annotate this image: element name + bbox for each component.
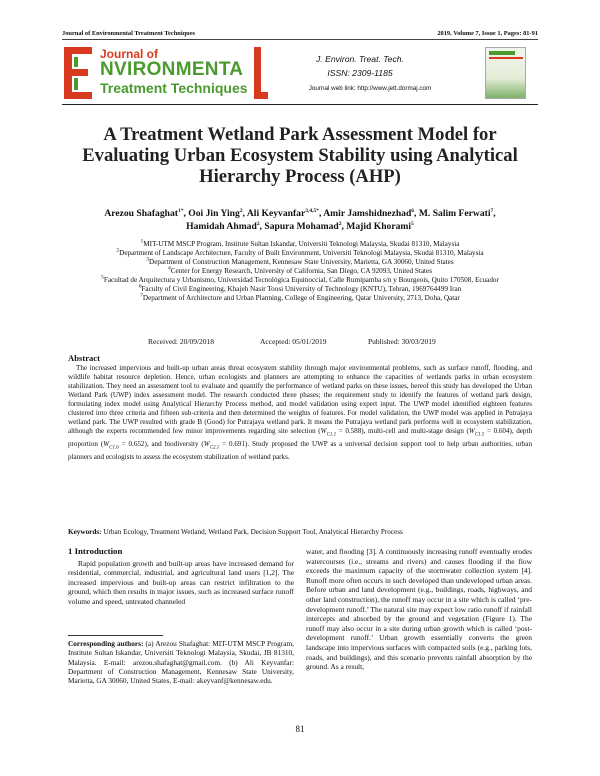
intro-paragraph-left: Rapid population growth and built-up areas have increased demand for residential, commercial, industrial, and agricultural land users [1,2]. The increased impervious and built-up areas can restrict infiltration to the ground, which then results in major issues, such as increased surface runoff volume and speed, untreated channeled xyxy=(68,558,294,606)
author: Arezou Shafaghat$^{1*}$, xyxy=(104,207,189,219)
author-list xyxy=(68,207,532,233)
published-date: Published: 30/03/2019 xyxy=(368,337,436,346)
logo-line-3: Treatment Techniques xyxy=(100,80,248,96)
affiliation: $^3$Department of Construction Management, Kennesaw State University, Marietta, GA 30060, United States xyxy=(146,256,454,266)
author: Ali Keyvanfar$^{3,4,5*}$, xyxy=(246,207,324,219)
received-date: Received: 20/09/2018 xyxy=(148,337,215,346)
intro-paragraph-right: water, and flooding [3]. A continuously increasing runoff eventually erodes watercourses (i.e., streams and rivers) and causes flooding if the flow exceeds the maximum capacity of the stormwater collection system [4]. Runoff more often occurs in such developed than undeveloped urban areas. Before urban and land development (e.g., buildings, roads, highways, and other land construction), the runoff may occur in a site which is called ‘pre-development runoff.’ The natural site may expect low ratio runoff if rainfall intercepts and absorbed by the ground and vegetation (Figure 1). The runoff may also occur in a site during urban growth which is called ‘post-development runoff.’ Urban growth essentially converts the green landscape into impervious surfaces with compacted soils (e.g., parking lots, roads, and buildings), and this scenario prevents rainfall absorption by the ground. As a result, xyxy=(306,547,532,672)
page-number: 81 xyxy=(295,724,305,734)
keywords xyxy=(68,528,532,536)
author: Hamidah Ahmad$^2$, xyxy=(186,220,265,232)
journal-logo xyxy=(64,47,270,99)
logo-e-icon xyxy=(64,47,94,99)
author: M. Salim Ferwati$^7$, xyxy=(418,207,496,219)
logo-line-2: NVIRONMENTA xyxy=(100,59,244,80)
cover-title-bar xyxy=(489,51,515,55)
logo-line-1: Journal of xyxy=(100,47,159,61)
author: Majid Khorami$^5$ xyxy=(346,220,414,232)
right-column xyxy=(306,547,532,672)
journal-cover-thumbnail xyxy=(485,47,526,99)
logo-l-icon xyxy=(254,47,268,99)
abstract-heading: Abstract xyxy=(68,353,100,363)
cover-subtitle-bar xyxy=(489,57,523,59)
section-heading-introduction: 1 Introduction xyxy=(68,546,123,556)
affiliation: $^1$MIT-UTM MSCP Program, Institute Sultan Iskandar, Universiti Teknologi Malaysia, Skudai 81310, Malaysia xyxy=(140,238,460,248)
journal-info xyxy=(290,54,450,92)
author: Sapura Mohamad$^2$, xyxy=(264,220,347,232)
keywords-list: Urban Ecology, Treatment Wetland, Wetland Park, Decision Support Tool, Analytical Hierarchy Process xyxy=(101,528,403,536)
paper-title: A Treatment Wetland Park Assessment Model for Evaluating Urban Ecosystem Stability using Analytical Hierarchy Process (AHP) xyxy=(82,124,518,187)
footnote-divider xyxy=(68,635,163,636)
running-header xyxy=(62,30,538,40)
affiliation: $^6$Faculty of Civil Engineering, Khajeh Nasir Toosi University of Technology (KNTU), Tehran, 1969764499 Iran xyxy=(138,283,462,293)
abstract-text: The increased impervious and built-up urban areas threat ecosystem stability through major environmental problems, such as surface runoff, flooding, and wildlife habitat resource depletion. Hence, urban ecologists and planners are attempting to enhance the capacities of wetlands parks in urban ecosystem stabilization. They need an assessment tool to evaluate and quantify the performance of wetland parks on these issues, hereof this study has developed the Urban Wetland Park (UWP) index assessment model. The research conducted three phases; the requirement study to identify the features of wetland park design, formulating index model using Analytical Hierarchy Process method, and model validation using expert input. The UWP model identified eighteen features clustered into three criteria and fifteen sub-criteria and then determined the weights of features. For model validation, the UWP model was applied in Putrajaya wetland park. The UWP resulted with grade B (Good) for Putrajaya wetland park. It means the Putrajaya wetland park performs well in ecosystem stabilization, although the experts recommended few minor improvements regarding site selection $(W_{C1.1} = 0.588)$, multi-cell and multi-stage design $(W_{C1.5} = 0.604)$, depth proportion $(W_{C1.6} = 0.652)$, and biodiversity $(W_{C2.1} = 0.691)$. Study proposed the UWP as a universal decision support tool to help urban authorities, urban planners and ecologists to assess the ecosystem stabilization of wetland parks. xyxy=(68,364,532,462)
author: Ooi Jin Ying$^2$, xyxy=(188,207,247,219)
corresponding-authors: Corresponding authors: (a) Arezou Shafaghat: MIT-UTM MSCP Program, Institute Sultan Iskandar, Universiti Teknologi Malaysia, Skudai, JB 81310, Malaysia. E-mail: arezou.shafaghat@gmail.com. (b) Ali Keyvanfar: Department of Construction Management, Kennesaw State University, Marietta, GA 30060, United States, E-mail: akeyvanf@kennesaw.edu. xyxy=(68,639,294,686)
journal-abbrev: J. Environ. Treat. Tech. xyxy=(316,54,404,64)
affiliations xyxy=(66,240,534,303)
issue-info: 2019, Volume 7, Issue 1, Pages: 81-91 xyxy=(437,30,538,37)
affiliation: $^5$Facultad de Arquitectura y Urbanismo, Universidad Tecnológica Equinoccial, Calle Rumipamba s/n y Bourgeois, Quito 170508, Ecuador xyxy=(101,274,499,284)
journal-web-link[interactable]: Journal web link: http://www.jett.dormaj.com xyxy=(308,85,432,92)
header-divider xyxy=(62,104,538,105)
left-column xyxy=(68,547,294,607)
keywords-label: Keywords: xyxy=(68,528,102,536)
journal-name: Journal of Environmental Treatment Techniques xyxy=(62,30,196,37)
author: Amir Jamshidnezhad$^6$, xyxy=(323,207,419,219)
accepted-date: Accepted: 05/01/2019 xyxy=(260,337,327,346)
affiliation: $^2$Department of Landscape Architecture, Faculty of Built Environment, Universiti Teknologi Malaysia, Skudai 81310, Malaysia xyxy=(116,247,484,257)
journal-issn: ISSN: 2309-1185 xyxy=(327,68,393,78)
affiliation: $^4$Center for Energy Research, University of California, San Diego, CA 92093, United States xyxy=(167,265,433,275)
affiliation: $^7$Department of Architecture and Urban Planning, College of Engineering, Qatar University, 2713, Doha, Qatar xyxy=(140,292,460,302)
